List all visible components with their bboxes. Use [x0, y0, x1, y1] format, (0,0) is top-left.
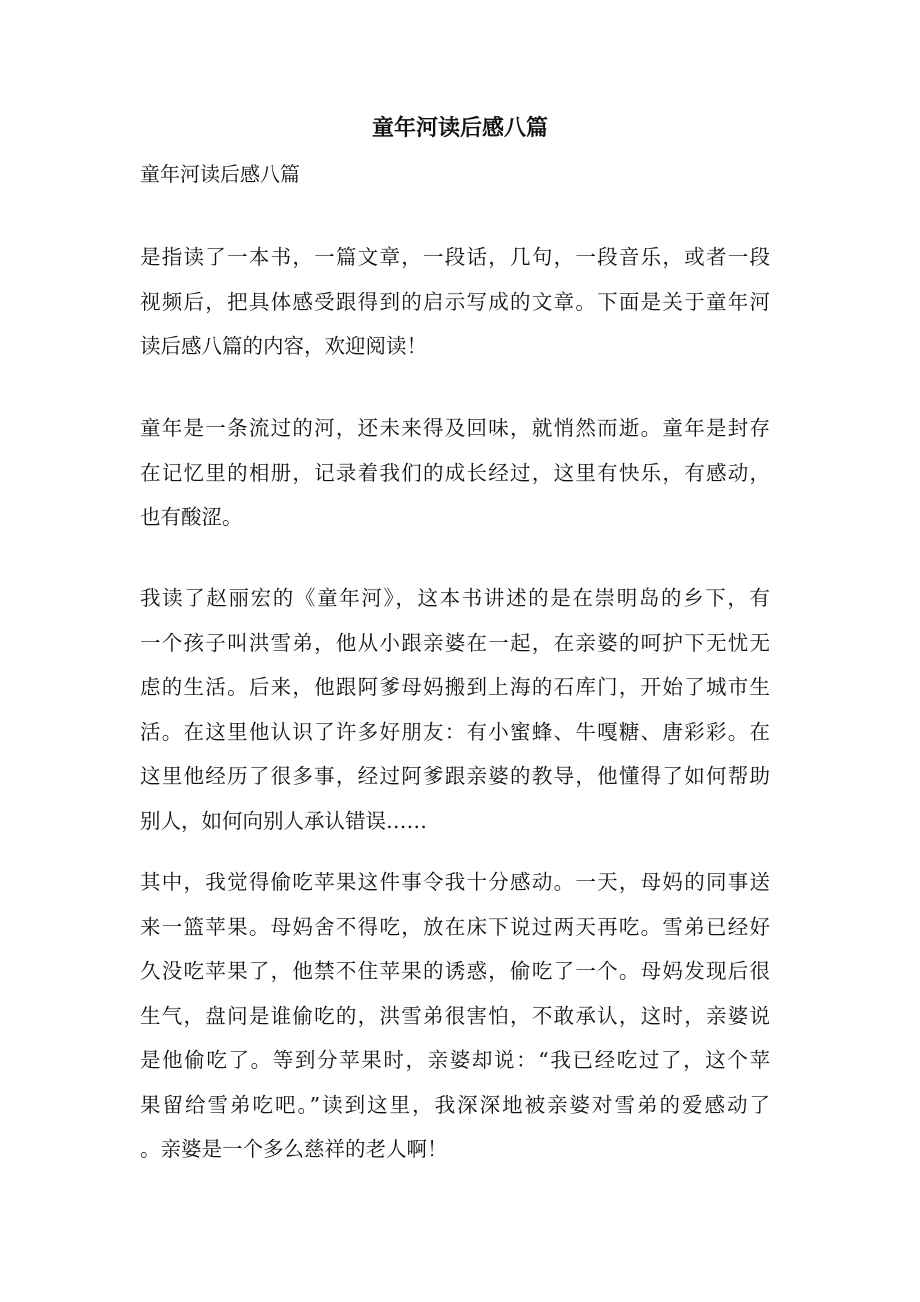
paragraph-apple-story [140, 866, 770, 1178]
document-title: 童年河读后感八篇 [371, 115, 548, 141]
text-line: 视频后，把具体感受跟得到的启示写成的文章。下面是关于童年河 [140, 289, 770, 314]
text-line: 来一篮苹果。母妈舍不得吃，放在床下说过两天再吃。雪弟已经好 [140, 914, 770, 939]
text-line: 一个孩子叫洪雪弟，他从小跟亲婆在一起，在亲婆的呵护下无忧无 [140, 630, 770, 655]
text-line: 童年是一条流过的河，还未来得及回味，就悄然而逝。童年是封存 [140, 416, 770, 440]
text-line: 久没吃苹果了，他禁不住苹果的诱惑，偷吃了一个。母妈发现后很 [140, 959, 770, 983]
text-line: 是他偷吃了。等到分苹果时，亲婆却说：“我已经吃过了，这个苹 [140, 1048, 770, 1072]
text-line: 我读了赵丽宏的《童年河》，这本书讲述的是在崇明岛的乡下，有 [140, 586, 770, 610]
text-line: 是指读了一本书，一篇文章，一段话，几句，一段音乐，或者一段 [140, 245, 770, 269]
document-subtitle: 童年河读后感八篇 [140, 162, 300, 186]
text-line: 这里他经历了很多事，经过阿爹跟亲婆的教导，他懂得了如何帮助 [140, 764, 770, 788]
text-line: 读后感八篇的内容，欢迎阅读！ [140, 334, 427, 358]
text-line: 也有酸涩。 [140, 505, 243, 529]
text-line: 生气，盘问是谁偷吃的，洪雪弟很害怕，不敢承认，这时，亲婆说 [140, 1003, 770, 1028]
paragraph-book-summary [140, 582, 770, 849]
text-line: 。亲婆是一个多么慈祥的老人啊！ [140, 1137, 448, 1161]
paragraph-childhood [140, 412, 770, 546]
text-line: 活。在这里他认识了许多好朋友：有小蜜蜂、牛嘎糖、唐彩彩。在 [140, 719, 770, 744]
text-line: 其中，我觉得偷吃苹果这件事令我十分感动。一天，母妈的同事送 [140, 870, 770, 894]
text-line: 虑的生活。后来，他跟阿爹母妈搬到上海的石库门，开始了城市生 [140, 675, 770, 699]
text-line: 果留给雪弟吃吧。”读到这里，我深深地被亲婆对雪弟的爱感动了 [140, 1092, 770, 1117]
text-line: 在记忆里的相册，记录着我们的成长经过，这里有快乐，有感动， [140, 460, 770, 485]
text-line: 别人，如何向别人承认错误…… [140, 808, 427, 833]
paragraph-intro [140, 241, 770, 375]
